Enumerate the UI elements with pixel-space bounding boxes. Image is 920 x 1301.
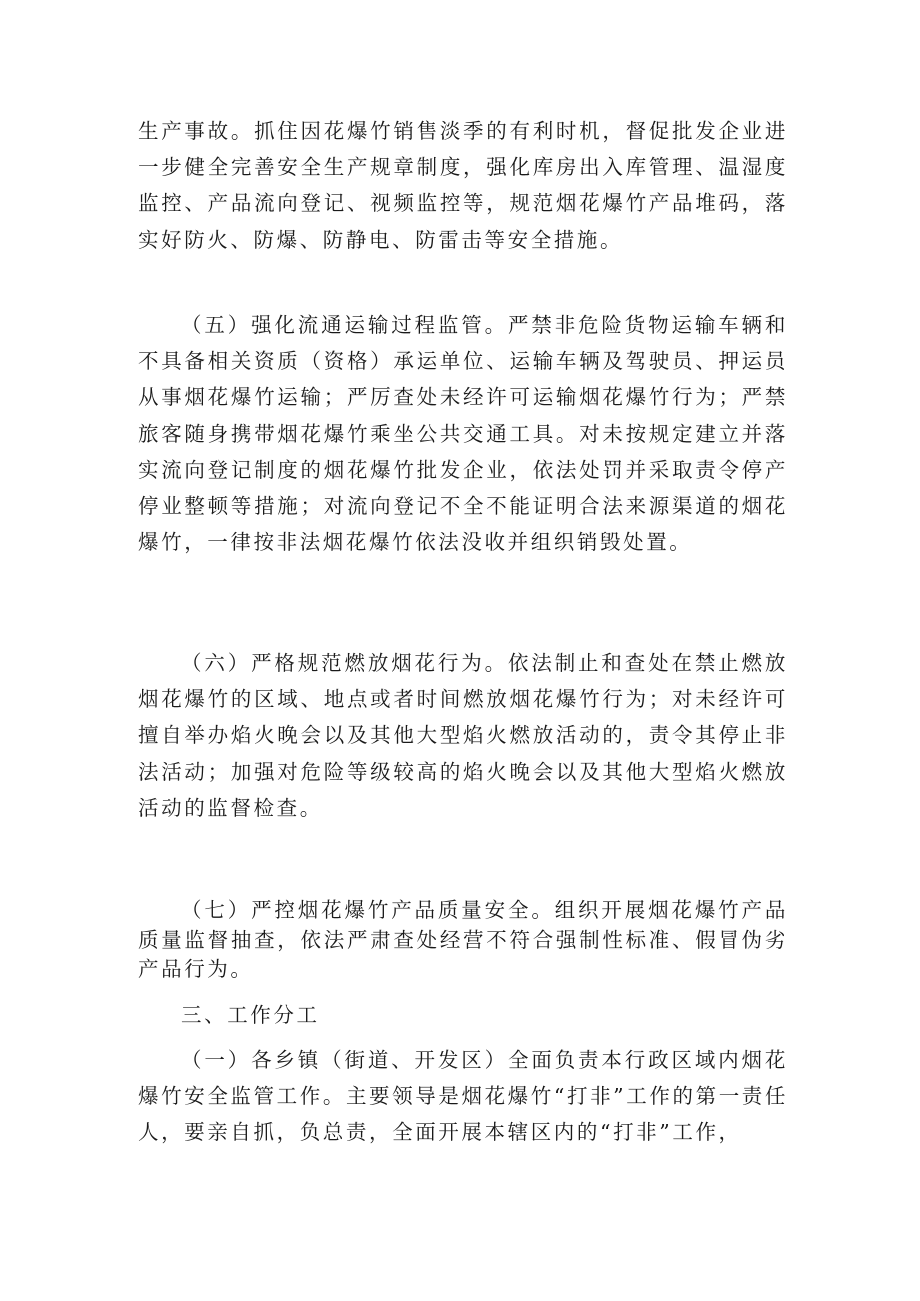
paragraph-item-7: （七）严控烟花爆竹产品质量安全。组织开展烟花爆竹产品质量监督抽查，依法严肃查处经营不符合强制性标准、假冒伪劣产品行为。 [138, 898, 788, 981]
paragraph-item-5: （五）强化流通运输过程监管。严禁非危险货物运输车辆和不具备相关资质（资格）承运单位、运输车辆及驾驶员、押运员从事烟花爆竹运输；严厉查处未经许可运输烟花爆竹行为；严禁旅客随身携带烟花爆竹乘坐公共交通工具。对未按规定建立并落实流向登记制度的烟花爆竹批发企业，依法处罚并采取责令停产停业整顿等措施；对流向登记不全不能证明合法来源渠道的烟花爆竹，一律按非法烟花爆竹依法没收并组织销毁处置。 [138, 313, 788, 555]
paragraph-continued: 生产事故。抓住因花爆竹销售淡季的有利时机，督促批发企业进一步健全完善安全生产规章制度，强化库房出入库管理、温湿度监控、产品流向登记、视频监控等，规范烟花爆竹产品堆码，落实好防火、防爆、防静电、防雷击等安全措施。 [138, 119, 788, 252]
paragraph-item-6: （六）严格规范燃放烟花行为。依法制止和查处在禁止燃放烟花爆竹的区域、地点或者时间燃放烟花爆竹行为；对未经许可擅自举办焰火晚会以及其他大型焰火燃放活动的，责令其停止非法活动；加强对危险等级较高的焰火晚会以及其他大型焰火燃放活动的监督检查。 [138, 651, 788, 820]
section-heading: 三、工作分工 [181, 1003, 320, 1027]
paragraph-division-1: （一）各乡镇（街道、开发区）全面负责本行政区域内烟花爆竹安全监管工作。主要领导是烟花爆竹“打非”工作的第一责任人，要亲自抓，负总责，全面开展本辖区内的“打非”工作， [138, 1048, 788, 1145]
